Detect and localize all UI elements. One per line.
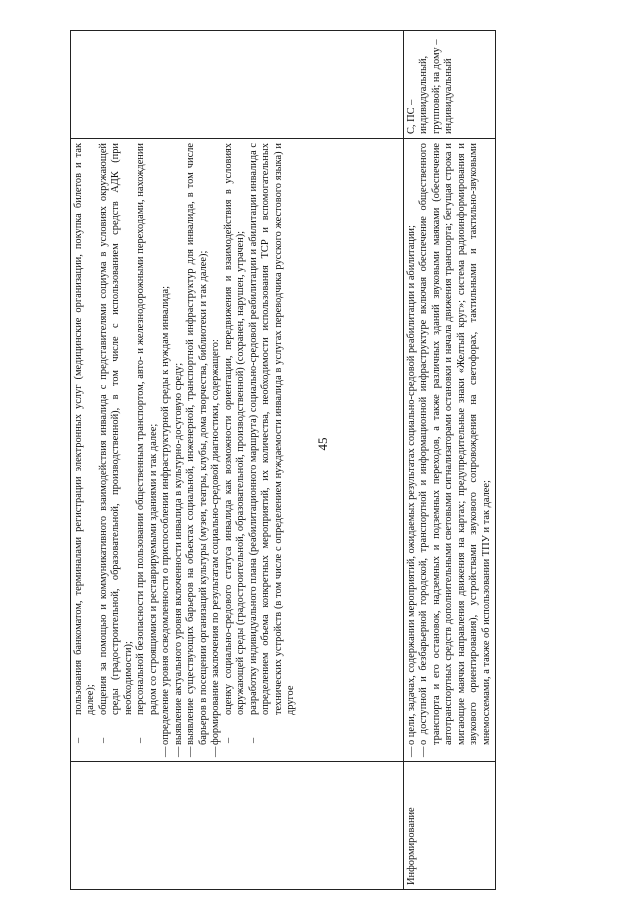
page-number: 45 [315,437,330,451]
list-marker: – [222,737,234,743]
list-item-text: выявление актуального уровня включенности инвалида в культурно-досуговую среду; [172,362,184,745]
list-item-text: оценку социально-средового статуса инвалида как возможности ориентации, передвижения и взаимодействия в условиях окружающей среды (градостроительной, образовательной, производственной) (сохранен, нарушен, утрачен); [222,143,247,715]
row2-list-item [418,143,493,757]
table-row-diagnostics [71,31,404,890]
list-item-text: общения за помощью и коммуникативного взаимодействия инвалида с представителями социума в условиях окружающей среды (градостроительной, образовательной, производственной), в том числе с использованием средств АДК (при необходимости); [97,143,134,715]
row2-list-item [406,143,418,757]
rotated-table-wrapper [70,30,490,890]
row1-list-item [210,143,222,757]
rotated-page-area [70,30,490,890]
list-marker: — [418,746,430,757]
row2-content-cell [404,139,496,762]
list-item-text: персональной безопасности при пользовании общественным транспортом, авто- и железнодорожными переходами, нахождении радом со строящимися и реставрируемыми зданиями и так далее; [135,143,159,715]
list-marker: — [406,746,417,757]
row1-content-cell [71,139,404,762]
row1-list-item [98,143,135,757]
list-item-text: о доступной и безбарьерной городской, транспортной и информационной инфраструктуре включая обеспечение общественного транспорта и его остановок, надземных и подземных переходов, а также различных зданий звуковыми маяками (обеспечение автотранспортных средств дополнительными световыми сигнализаторами остановки и начала движения транспорта; бегущая строка и мигающие маячки направления движения на картах; предупредительные знаки «Желтый круг»; система радиоинформирования и звукового ориентирования), устройствами звукового сопровождения на светофорах, тактильными и тактильно-звуковыми мнемосхемами, а также об использовании ТПУ и так далее; [418,143,492,745]
list-marker: – [97,737,109,743]
list-item-text: формирование заключения по результатам социально-средовой диагностики, содержащего: [210,339,222,745]
list-marker: — [172,746,184,757]
row1-list-item [185,143,210,757]
row1-list-item [73,143,98,757]
row2-form-cell: С, ПС – индивидуальный, групповой; на дому – индивидуальный [404,31,496,139]
row1-list-item [160,143,172,757]
row1-list-item [248,143,298,757]
row2-item-list [406,143,493,757]
row1-list-item [223,143,248,757]
list-item-text: разработку индивидуального плана (реабилитационного маршрута) социально-средовой реабилитации и абилитации инвалида с определением объема конкретных мероприятий, их количества, необходимости использования ТСР и вспомогательных технических устройств (в том числе с определением нуждаемости инвалида в услугах переводчика русского жестового языка) и другое [247,143,297,715]
list-item-text: пользования банкоматом, терминалами регистрации электронных услуг (медицинские организации, покупка билетов и так далее); [73,143,97,715]
row1-form-cell [71,31,404,139]
row1-list-item [173,143,185,757]
services-table [70,30,496,890]
row1-list-item [135,143,160,757]
list-item-text: выявление существующих барьеров на объектах социальной, инженерной, транспортной инфраструктур для инвалида, в том числе барьеров в посещении организаций культуры (музеи, театры, клубы, дома творчества, библиотеки и так далее); [185,143,209,745]
list-marker: — [210,746,222,757]
row1-item-list [73,143,298,757]
list-marker: – [135,737,147,743]
list-marker: — [185,746,197,757]
row1-label-cell [71,762,404,890]
table-row-informing [404,31,496,890]
list-item-text: о цели, задачах, содержании мероприятий, ожидаемых результатах социально-средовой реабилитации и абилитации; [406,225,417,745]
list-marker: — [160,746,172,757]
list-marker: – [247,737,259,743]
list-marker: – [73,737,84,743]
row2-label-cell: Информирование [404,762,496,890]
list-item-text: определение уровня осведомленности о приспособлении инфраструктурной среды к нуждам инвалида; [160,285,172,745]
